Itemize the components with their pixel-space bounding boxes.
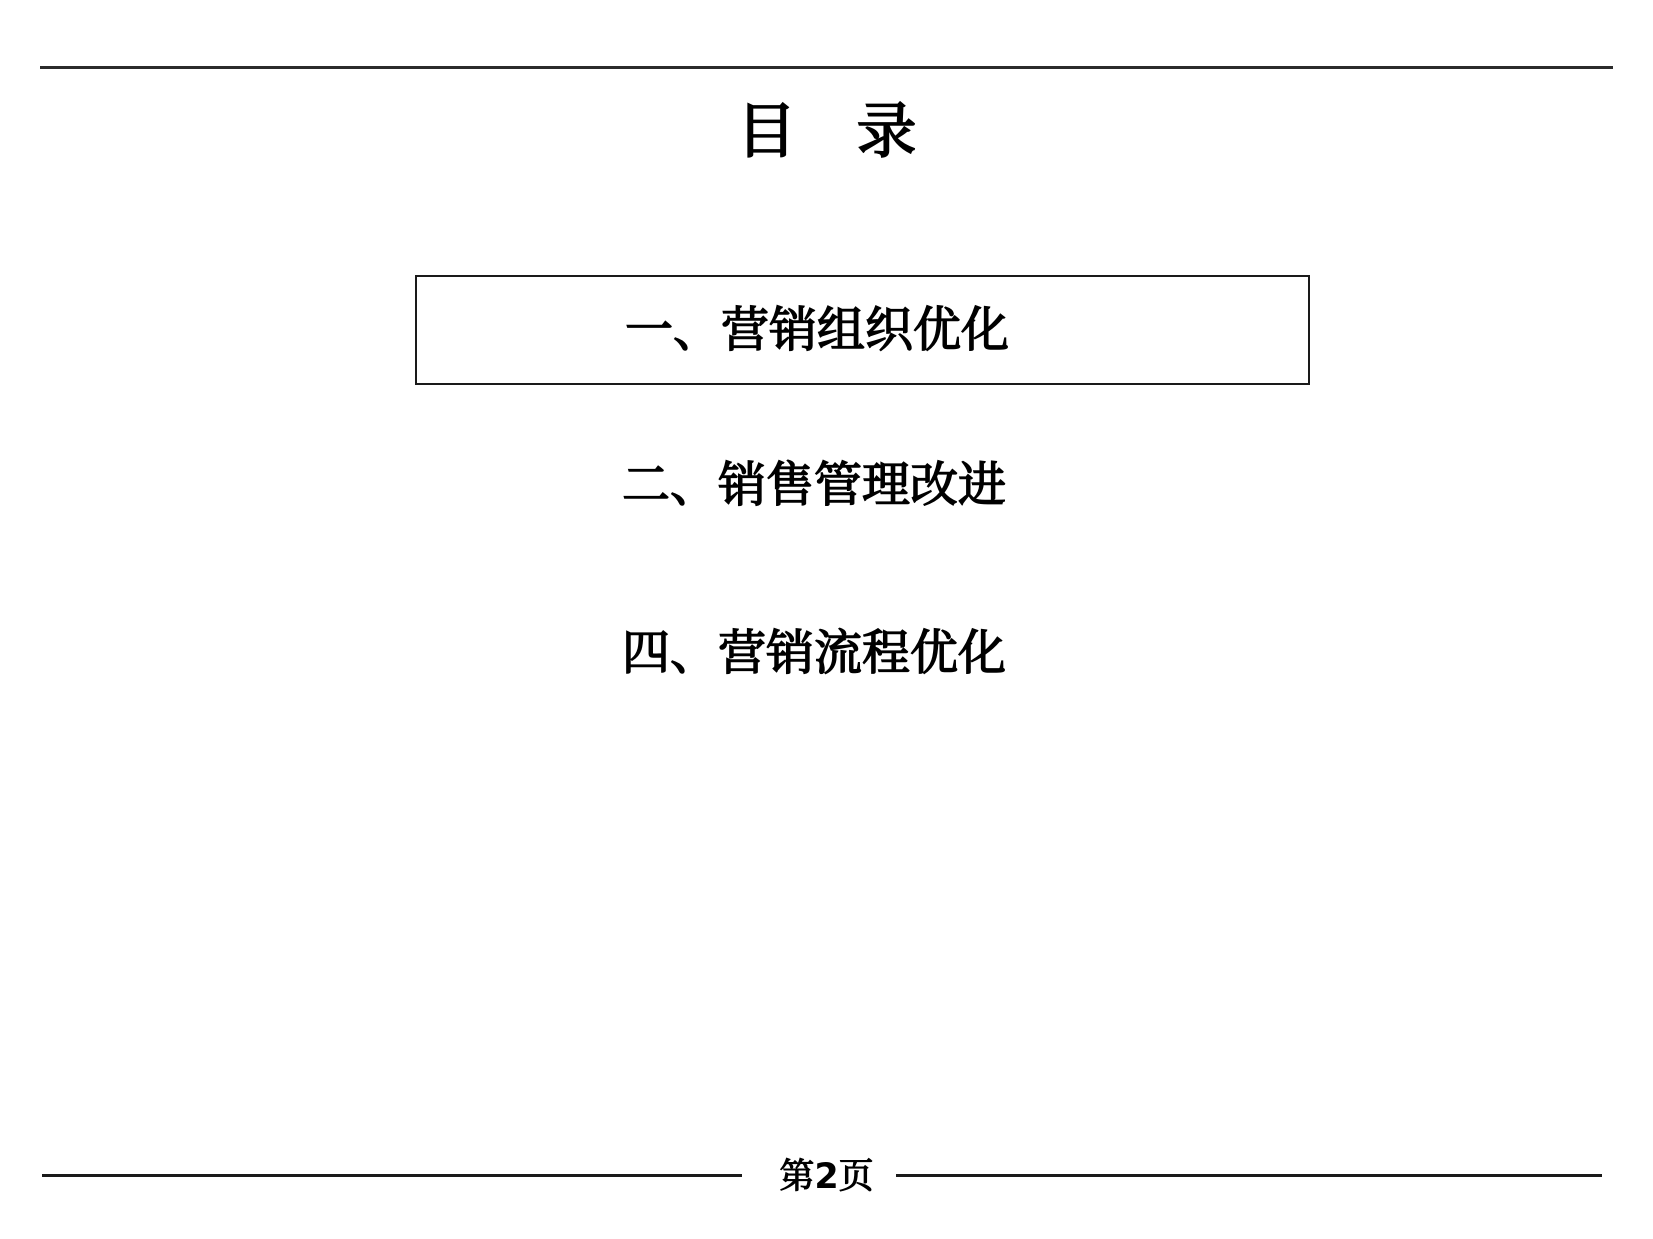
toc-item-3-label: 四、营销流程优化 bbox=[622, 625, 1007, 681]
toc-item-2-label: 二、销售管理改进 bbox=[622, 457, 1007, 513]
toc-item-3 bbox=[622, 627, 1006, 679]
page-title: 目 录 bbox=[736, 97, 917, 167]
footer-page-number: 第2页 bbox=[779, 1157, 874, 1197]
footer-rule-right bbox=[896, 1174, 1602, 1177]
toc-item-box bbox=[415, 275, 1310, 385]
toc-item-2 bbox=[622, 459, 1006, 511]
top-divider-rule bbox=[40, 66, 1613, 69]
toc-item-1-label: 一、营销组织优化 bbox=[625, 302, 1010, 358]
